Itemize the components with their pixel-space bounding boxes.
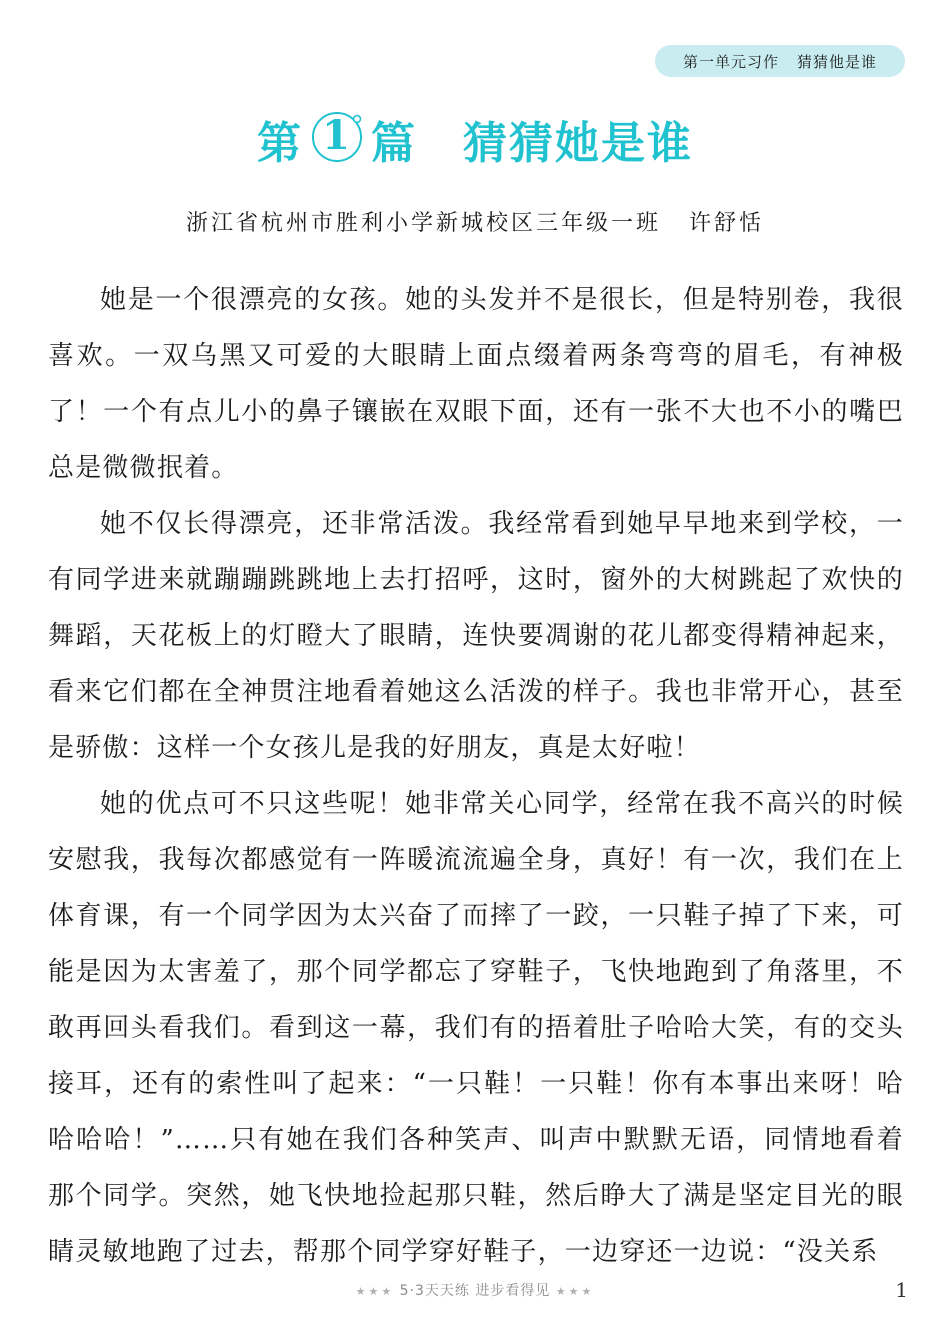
page-title [0, 108, 950, 176]
unit-label: 第一单元习作 [682, 52, 779, 71]
article-body [48, 272, 904, 1280]
slogan-text: 5·3天天练 进步看得见 [399, 1283, 551, 1299]
stars-right-icon: ★★★ [555, 1285, 595, 1298]
title-number-badge [309, 108, 365, 164]
byline [0, 206, 950, 237]
title-name: 猜猜她是谁 [463, 118, 693, 169]
stars-left-icon: ★★★ [355, 1285, 395, 1298]
author-name: 许舒恬 [689, 211, 765, 236]
title-suffix: 篇 [371, 118, 417, 169]
topic-label: 猜猜他是谁 [797, 52, 878, 71]
title-prefix: 第 [257, 118, 303, 169]
section-header-tag [655, 45, 905, 77]
footer-slogan [0, 1280, 950, 1300]
title-number: 1 [322, 112, 352, 159]
paragraph: 她的优点可不只这些呢！她非常关心同学，经常在我不高兴的时候安慰我，我每次都感觉有一阵暖流流遍全身，真好！有一次，我们在上体育课，有一个同学因为太兴奋了而摔了一跤，一只鞋子掉了下来，可能是因为太害羞了，那个同学都忘了穿鞋子，飞快地跑到了角落里，不敢再回头看我们。看到这一幕，我们有的捂着肚子哈哈大笑，有的交头接耳，还有的索性叫了起来：“一只鞋！一只鞋！你有本事出来呀！哈哈哈哈！”……只有她在我们各种笑声、叫声中默默无语，同情地看着那个同学。突然，她飞快地捡起那只鞋，然后睁大了满是坚定目光的眼睛灵敏地跑了过去，帮那个同学穿好鞋子，一边穿还一边说：“没关系 [48, 789, 904, 1267]
paragraph: 她是一个很漂亮的女孩。她的头发并不是很长，但是特别卷，我很喜欢。一双乌黑又可爱的大眼睛上面点缀着两条弯弯的眉毛，有神极了！一个有点儿小的鼻子镶嵌在双眼下面，还有一张不大也不小的嘴巴总是微微抿着。 [48, 285, 904, 483]
paragraph: 她不仅长得漂亮，还非常活泼。我经常看到她早早地来到学校，一有同学进来就蹦蹦跳跳地上去打招呼，这时，窗外的大树跳起了欢快的舞蹈，天花板上的灯瞪大了眼睛，连快要凋谢的花儿都变得精神起来，看来它们都在全神贯注地看着她这么活泼的样子。我也非常开心，甚至是骄傲：这样一个女孩儿是我的好朋友，真是太好啦！ [48, 509, 904, 763]
school-name: 浙江省杭州市胜利小学新城校区三年级一班 [185, 211, 661, 236]
page-number: 1 [895, 1278, 908, 1302]
